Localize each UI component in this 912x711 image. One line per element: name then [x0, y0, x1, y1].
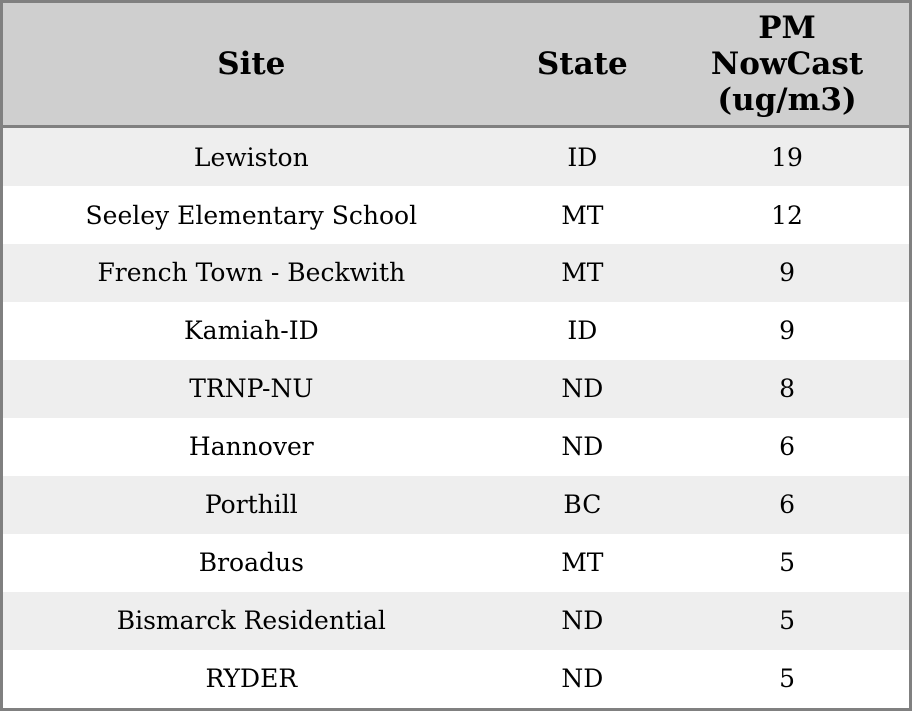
cell-pm: 8	[779, 374, 795, 404]
cell-site: Seeley Elementary School	[85, 200, 418, 230]
header-row	[2, 2, 911, 127]
table-row	[2, 360, 911, 418]
table-body	[2, 127, 911, 710]
cell-site: Broadus	[198, 548, 304, 578]
cell-site: RYDER	[205, 664, 298, 694]
table-row	[2, 650, 911, 710]
cell-site: French Town - Beckwith	[97, 258, 406, 288]
cell-pm: 5	[779, 664, 795, 694]
column-header-state	[500, 2, 665, 127]
table-header	[2, 2, 911, 127]
cell-site: Kamiah-ID	[183, 316, 319, 346]
cell-state: ND	[561, 664, 604, 694]
column-header-site	[2, 2, 500, 127]
table-row	[2, 127, 911, 187]
cell-pm: 9	[779, 258, 795, 288]
cell-site: Hannover	[188, 432, 314, 462]
cell-state: MT	[561, 200, 604, 230]
table-row	[2, 592, 911, 650]
cell-state: ID	[567, 142, 598, 172]
cell-pm: 9	[779, 316, 795, 346]
cell-pm: 12	[771, 200, 803, 230]
cell-state: ND	[561, 432, 604, 462]
table-row	[2, 244, 911, 302]
column-header-state-label: State	[536, 46, 628, 82]
cell-pm: 6	[779, 432, 795, 462]
cell-site: Lewiston	[193, 142, 309, 172]
cell-site: Porthill	[204, 490, 298, 520]
cell-pm: 19	[771, 142, 803, 172]
cell-state: BC	[563, 490, 602, 520]
cell-state: ID	[567, 316, 598, 346]
table-row	[2, 186, 911, 244]
cell-state: MT	[561, 548, 604, 578]
table-row	[2, 418, 911, 476]
column-header-pm-nowcast-label: PM NowCast (ug/m3)	[710, 10, 864, 118]
cell-site: TRNP-NU	[189, 374, 314, 404]
cell-pm: 5	[779, 548, 795, 578]
cell-pm: 5	[779, 606, 795, 636]
column-header-pm-nowcast	[665, 2, 910, 127]
column-header-site-label: Site	[217, 46, 286, 82]
table-row	[2, 476, 911, 534]
cell-pm: 6	[779, 490, 795, 520]
cell-state: ND	[561, 606, 604, 636]
cell-state: ND	[561, 374, 604, 404]
cell-site: Bismarck Residential	[116, 606, 386, 636]
cell-state: MT	[561, 258, 604, 288]
table-row	[2, 534, 911, 592]
table-row	[2, 302, 911, 360]
